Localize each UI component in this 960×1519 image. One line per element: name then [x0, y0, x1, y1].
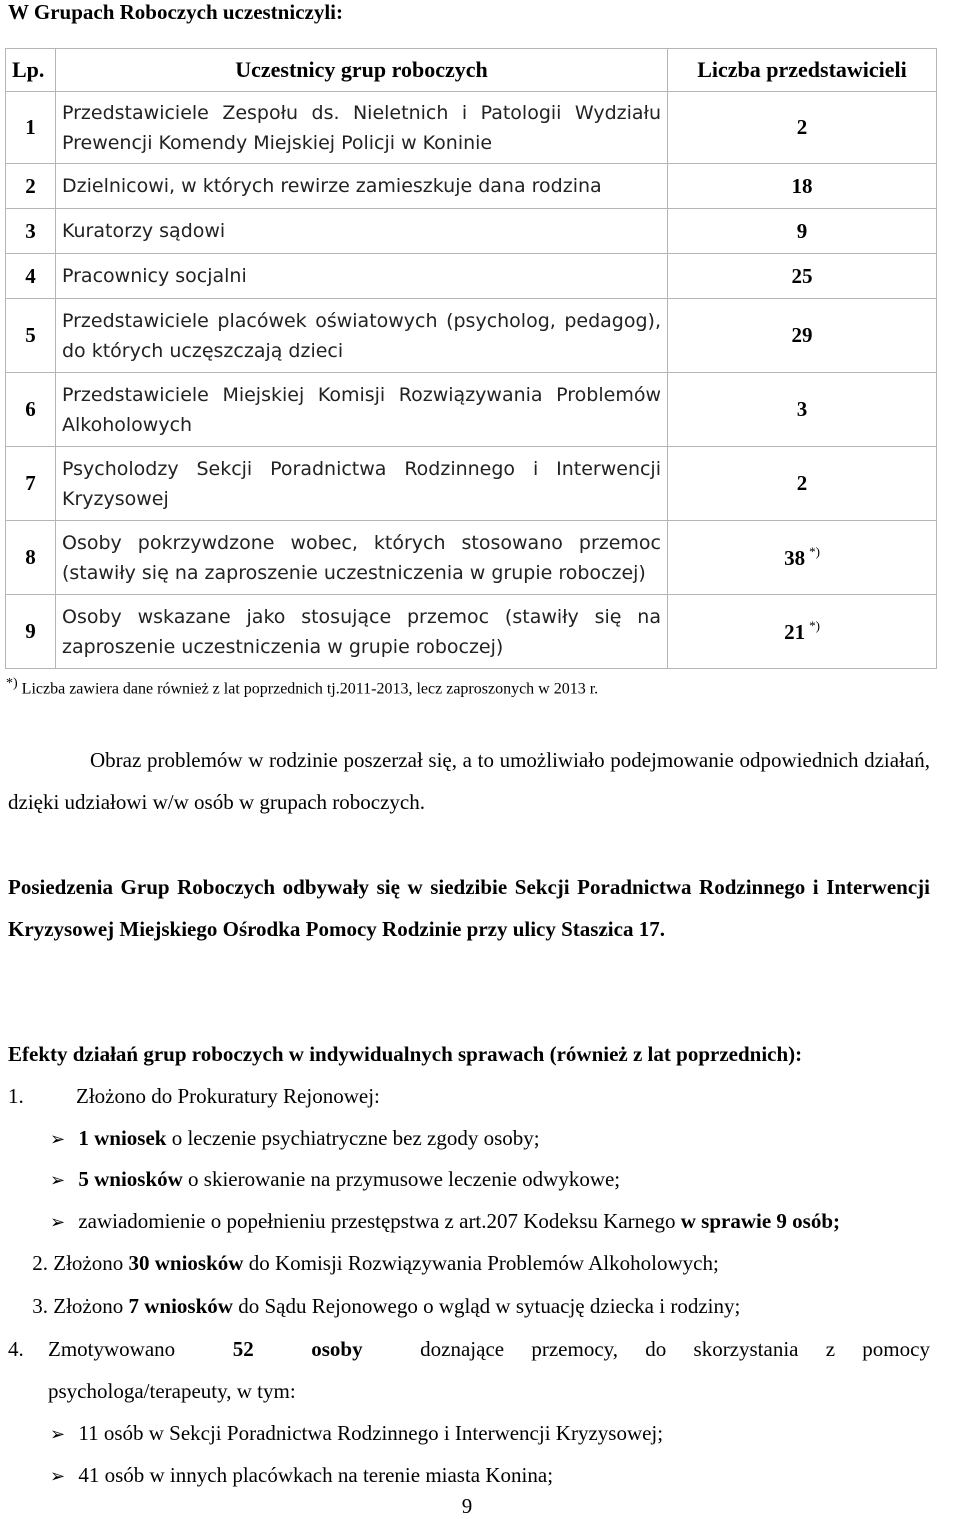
row-description: Osoby wskazane jako stosujące przemoc (stawiły się na zaproszenie uczestniczenia w grupie roboczej): [56, 595, 668, 669]
item-text: Złożono: [53, 1294, 129, 1318]
count-value: 3: [796, 397, 808, 421]
row-lp: 9: [6, 595, 56, 669]
arrow-bullet-icon: ➢: [50, 1212, 66, 1233]
section-heading: W Grupach Roboczych uczestniczyli:: [8, 0, 343, 24]
bullet-text: 11 osób w Sekcji Poradnictwa Rodzinnego i Interwencji Kryzysowej;: [78, 1421, 664, 1445]
row-count: [668, 447, 937, 521]
item-text-rest: doznające przemocy, do skorzystania z pomocy: [420, 1337, 930, 1361]
header-count: Liczba przedstawicieli: [668, 49, 937, 92]
effects-item-2: [8, 1251, 719, 1276]
bullet-bold: 5 wniosków: [78, 1167, 183, 1191]
table-header-row: [6, 49, 937, 92]
item-line: [48, 1337, 930, 1362]
row-lp: 4: [6, 254, 56, 299]
table-row: [6, 521, 937, 595]
row-lp: 3: [6, 209, 56, 254]
count-value: 21: [784, 620, 806, 644]
table-row: [6, 209, 937, 254]
footnote-text: Liczba zawiera dane również z lat poprzednich tj.2011-2013, lecz zaproszonych w 2013 r.: [21, 680, 599, 698]
row-description: Przedstawiciele Miejskiej Komisji Rozwiązywania Problemów Alkoholowych: [56, 373, 668, 447]
count-value: 38: [784, 546, 806, 570]
row-lp: 1: [6, 92, 56, 164]
row-count: [668, 164, 937, 209]
row-description: Psycholodzy Sekcji Poradnictwa Rodzinnego i Interwencji Kryzysowej: [56, 447, 668, 521]
count-value: 9: [796, 218, 808, 243]
row-description: Osoby pokrzywdzone wobec, których stosowano przemoc (stawiły się na zaproszenie uczestniczenia w grupie roboczej): [56, 521, 668, 595]
item-number: 1.: [8, 1084, 24, 1108]
table-row: [6, 447, 937, 521]
arrow-bullet-icon: ➢: [50, 1466, 66, 1487]
row-lp: 8: [6, 521, 56, 595]
effects-item-4: [8, 1337, 930, 1362]
count-value: 18: [791, 173, 813, 198]
row-description: Kuratorzy sądowi: [56, 209, 668, 254]
item-number: 3.: [32, 1294, 48, 1318]
list-item: [50, 1421, 663, 1446]
arrow-bullet-icon: ➢: [50, 1129, 66, 1150]
row-count: [668, 595, 937, 669]
item-number: 2.: [32, 1251, 48, 1275]
table-row: [6, 254, 937, 299]
effects-item-1: [8, 1084, 380, 1109]
footnote-marker: *): [6, 676, 18, 691]
row-count: [668, 254, 937, 299]
page-number: 9: [461, 1494, 473, 1518]
row-lp: 6: [6, 373, 56, 447]
bullet-bold: w sprawie 9 osób;: [680, 1209, 840, 1233]
paragraph-meetings: Posiedzenia Grup Roboczych odbywały się w siedzibie Sekcji Poradnictwa Rodzinnego i Interwencji Kryzysowej Miejskiego Ośrodka Pomocy Rodzinie przy ulicy Staszica 17.: [8, 875, 930, 941]
item-text-rest: do Sądu Rejonowego o wgląd w sytuację dziecka i rodziny;: [232, 1294, 741, 1318]
effects-item-3: [8, 1294, 740, 1319]
paragraph-observation: [8, 739, 930, 823]
table-row: [6, 164, 937, 209]
item-bold-a: 52: [232, 1337, 254, 1361]
item-bold: 30 wniosków: [128, 1251, 244, 1275]
item-bold: 7 wniosków: [128, 1294, 233, 1318]
count-value: 2: [796, 471, 808, 495]
arrow-bullet-icon: ➢: [50, 1424, 66, 1445]
bullet-text: o skierowanie na przymusowe leczenie odwykowe;: [182, 1167, 621, 1191]
paragraph-observation-text: Obraz problemów w rodzinie poszerzał się, a to umożliwiało podejmowanie odpowiednich działań, dzięki udziałowi w/w osób w grupach roboczych.: [8, 748, 930, 814]
row-count: [668, 92, 937, 164]
bullet-text: zawiadomienie o popełnieniu przestępstwa z art.207 Kodeksu Karnego: [78, 1209, 681, 1233]
arrow-bullet-icon: ➢: [50, 1170, 66, 1191]
effects-heading: Efekty działań grup roboczych w indywidualnych sprawach (również z lat poprzednich):: [8, 1042, 803, 1066]
bullet-text: 41 osób w innych placówkach na terenie miasta Konina;: [78, 1463, 554, 1487]
item-text: Złożono: [53, 1251, 129, 1275]
bullet-bold: 1 wniosek: [78, 1126, 167, 1150]
row-description: Przedstawiciele Zespołu ds. Nieletnich i Patologii Wydziału Prewencji Komendy Miejskiej Policji w Koninie: [56, 92, 668, 164]
row-count: [668, 373, 937, 447]
bullet-text: o leczenie psychiatryczne bez zgody osoby;: [166, 1126, 540, 1150]
row-description: Przedstawiciele placówek oświatowych (psycholog, pedagog), do których uczęszczają dzieci: [56, 299, 668, 373]
footnote-mark: *): [809, 618, 820, 633]
table-row: [6, 595, 937, 669]
effects-item-4-continued: psychologa/terapeuty, w tym:: [48, 1379, 296, 1403]
row-description: Pracownicy socjalni: [56, 254, 668, 299]
row-count: [668, 209, 937, 254]
item-text-rest: do Komisji Rozwiązywania Problemów Alkoholowych;: [243, 1251, 719, 1275]
item-text: Zmotywowano: [48, 1337, 176, 1361]
participants-table: [5, 48, 937, 669]
table-row: [6, 299, 937, 373]
count-value: 25: [791, 263, 813, 288]
row-count: [668, 299, 937, 373]
item-text: Złożono do Prokuratury Rejonowej:: [76, 1084, 380, 1108]
list-item: [50, 1463, 553, 1488]
list-item: [50, 1126, 540, 1151]
list-item: [50, 1209, 840, 1234]
header-participants: Uczestnicy grup roboczych: [56, 49, 668, 92]
list-item: [50, 1167, 620, 1192]
table-row: [6, 373, 937, 447]
item-number: 4.: [8, 1337, 24, 1361]
header-lp: Lp.: [6, 49, 56, 92]
item-bold-b: osoby: [311, 1337, 363, 1361]
count-value: 29: [791, 323, 813, 347]
row-lp: 5: [6, 299, 56, 373]
count-value: 2: [796, 115, 808, 139]
table-footnote: [6, 676, 598, 698]
row-count: [668, 521, 937, 595]
row-description: Dzielnicowi, w których rewirze zamieszkuje dana rodzina: [56, 164, 668, 209]
table-row: [6, 92, 937, 164]
footnote-mark: *): [809, 544, 820, 559]
row-lp: 2: [6, 164, 56, 209]
row-lp: 7: [6, 447, 56, 521]
